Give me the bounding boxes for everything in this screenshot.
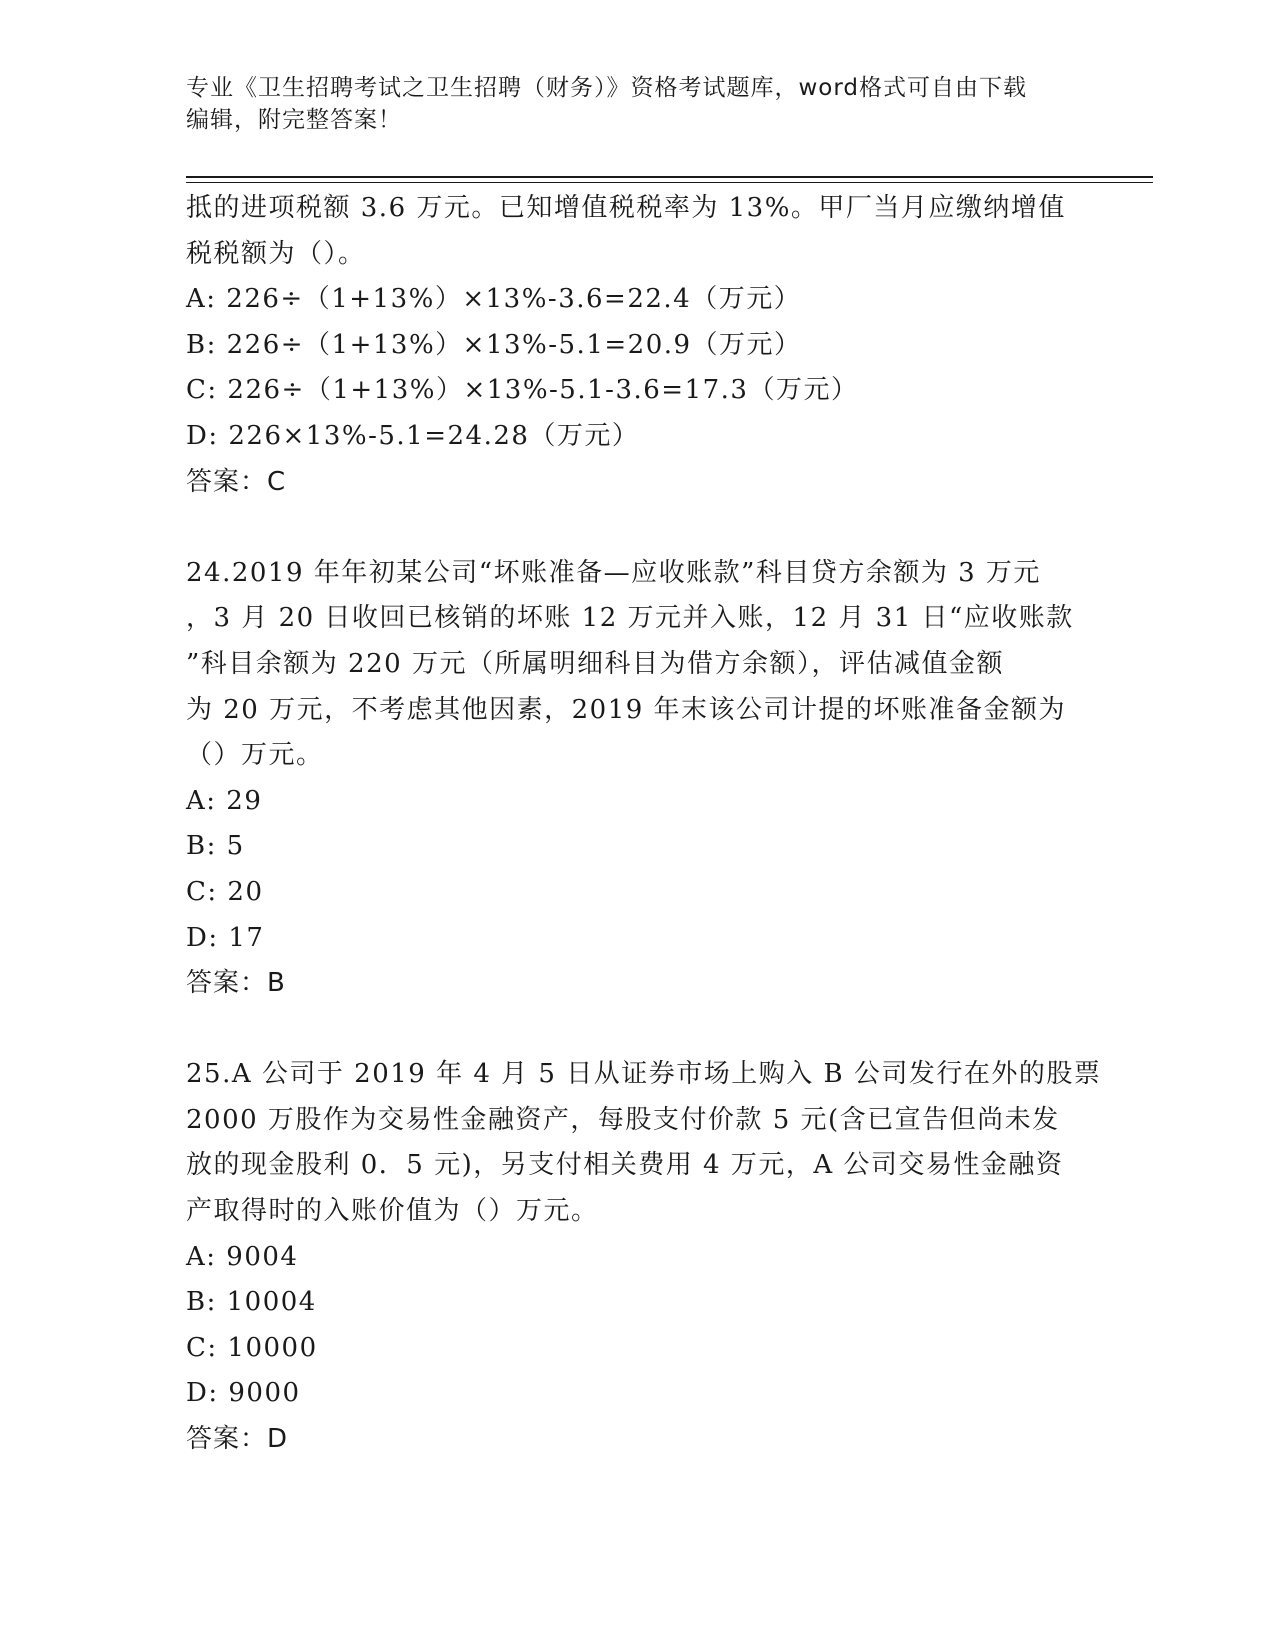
question-stem-line: 24.2019 年年初某公司“坏账准备—应收账款”科目贷方余额为 3 万元 — [186, 557, 1041, 588]
header-line-1: 专业《卫生招聘考试之卫生招聘（财务）》资格考试题库，word格式可自由下载 — [186, 75, 1028, 101]
answer-line: 答案：B — [186, 968, 286, 999]
question-stem-line: （）万元。 — [186, 740, 324, 771]
option-b: B: 226÷（1+13%）×13%-5.1=20.9（万元） — [186, 329, 802, 360]
option-b: B: 10004 — [186, 1287, 317, 1318]
option-b: B: 5 — [186, 831, 245, 862]
question-stem-line: 放的现金股利 0．5 元)，另支付相关费用 4 万元，A 公司交易性金融资 — [186, 1150, 1064, 1181]
question-stem-line: 2000 万股作为交易性金融资产，每股支付价款 5 元(含已宣告但尚未发 — [186, 1104, 1060, 1135]
document-header — [186, 72, 1086, 136]
header-divider-thick — [186, 176, 1153, 178]
question-stem-line: 产取得时的入账价值为（）万元。 — [186, 1196, 599, 1227]
question-stem-line: 税税额为（）。 — [186, 238, 366, 269]
answer-line: 答案：C — [186, 466, 287, 497]
option-a: A: 9004 — [186, 1241, 299, 1272]
spacer — [186, 505, 1086, 551]
option-d: D: 9000 — [186, 1378, 301, 1409]
option-a: A: 226÷（1+13%）×13%-3.6=22.4（万元） — [186, 284, 802, 315]
option-c: C: 20 — [186, 876, 264, 907]
option-c: C: 226÷（1+13%）×13%-5.1-3.6=17.3（万元） — [186, 375, 859, 406]
option-d: D: 226×13%-5.1=24.28（万元） — [186, 420, 640, 451]
question-24 — [186, 551, 1086, 1007]
header-divider-thin — [186, 182, 1153, 183]
spacer — [186, 1007, 1086, 1053]
question-stem-line: ”科目余额为 220 万元（所属明细科目为借方余额），评估减值金额 — [186, 648, 1004, 679]
answer-line: 答案：D — [186, 1424, 289, 1455]
option-a: A: 29 — [186, 785, 263, 816]
option-d: D: 17 — [186, 922, 265, 953]
question-25 — [186, 1052, 1102, 1462]
header-line-2: 编辑，附完整答案！ — [186, 107, 402, 133]
document-body — [186, 186, 1102, 1463]
question-stem-line: 25.A 公司于 2019 年 4 月 5 日从证券市场上购入 B 公司发行在外的股票 — [186, 1059, 1102, 1090]
question-stem-line: 抵的进项税额 3.6 万元。已知增值税税率为 13%。甲厂当月应缴纳增值 — [186, 193, 1066, 223]
question-23 — [186, 186, 1086, 505]
question-stem-line: ，3 月 20 日收回已核销的坏账 12 万元并入账，12 月 31 日“应收账款 — [186, 603, 1074, 634]
question-stem-line: 为 20 万元，不考虑其他因素，2019 年末该公司计提的坏账准备金额为 — [186, 694, 1067, 725]
option-c: C: 10000 — [186, 1332, 318, 1363]
